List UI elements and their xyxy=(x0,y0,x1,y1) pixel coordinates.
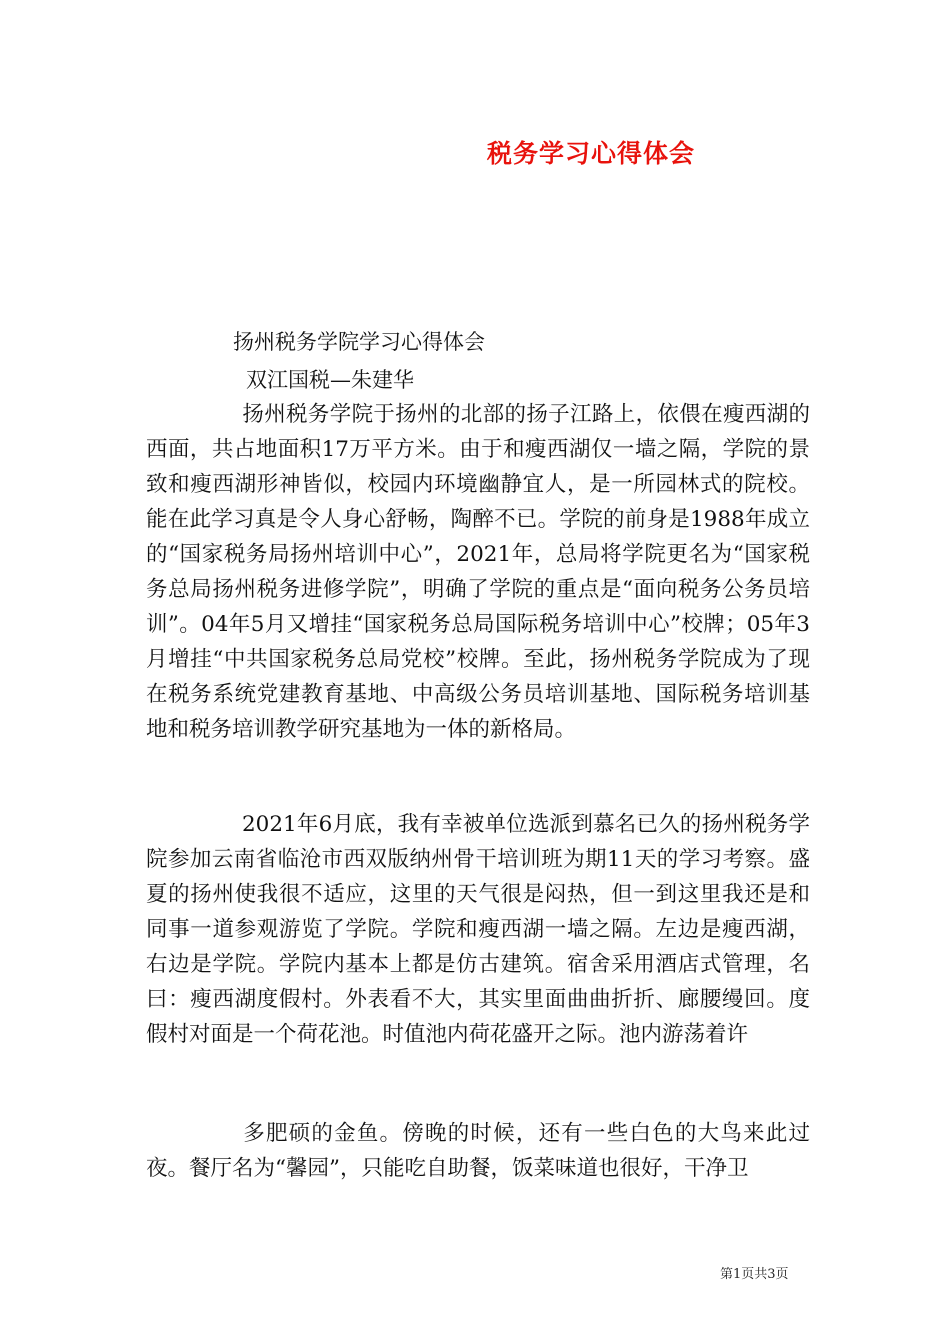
body-paragraph-1 xyxy=(146,397,810,747)
page-footer: 第1页共3页 xyxy=(720,1267,789,1282)
paragraph-text: 2021年6月底，我有幸被单位选派到慕名已久的扬州税务学院参加云南省临沧市西双版纳州骨干培训班为期11天的学习考察。盛夏的扬州使我很不适应，这里的天气很是闷热，但一到这里我还是和同事一道参观游览了学院。学院和瘦西湖一墙之隔。左边是瘦西湖，右边是学院。学院内基本上都是仿古建筑。宿舍采用酒店式管理，名曰：瘦西湖度假村。外表看不大，其实里面曲曲折折、廊腰缦回。度假村对面是一个荷花池。时值池内荷花盛开之际。池内游荡着许 xyxy=(146,812,810,1047)
article-subtitle: 扬州税务学院学习心得体会 xyxy=(233,330,485,354)
article-author: 双江国税—朱建华 xyxy=(246,368,414,392)
body-paragraph-2 xyxy=(146,807,810,1052)
document-title: 税务学习心得体会 xyxy=(487,139,696,168)
paragraph-text: 多肥硕的金鱼。傍晚的时候，还有一些白色的大鸟来此过夜。餐厅名为“馨园”，只能吃自助餐，饭菜味道也很好，干净卫 xyxy=(146,1121,810,1181)
paragraph-text: 扬州税务学院于扬州的北部的扬子江路上，依偎在瘦西湖的西面，共占地面积17万平方米。由于和瘦西湖仅一墙之隔，学院的景致和瘦西湖形神皆似，校园内环境幽静宜人，是一所园林式的院校。能在此学习真是令人身心舒畅，陶醉不已。学院的前身是1988年成立的“国家税务局扬州培训中心”，2021年，总局将学院更名为“国家税务总局扬州税务进修学院”，明确了学院的重点是“面向税务公务员培训”。04年5月又增挂“国家税务总局国际税务培训中心”校牌；05年3月增挂“中共国家税务总局党校”校牌。至此，扬州税务学院成为了现在税务系统党建教育基地、中高级公务员培训基地、国际税务培训基地和税务培训教学研究基地为一体的新格局。 xyxy=(146,402,810,742)
body-paragraph-3 xyxy=(146,1116,810,1186)
